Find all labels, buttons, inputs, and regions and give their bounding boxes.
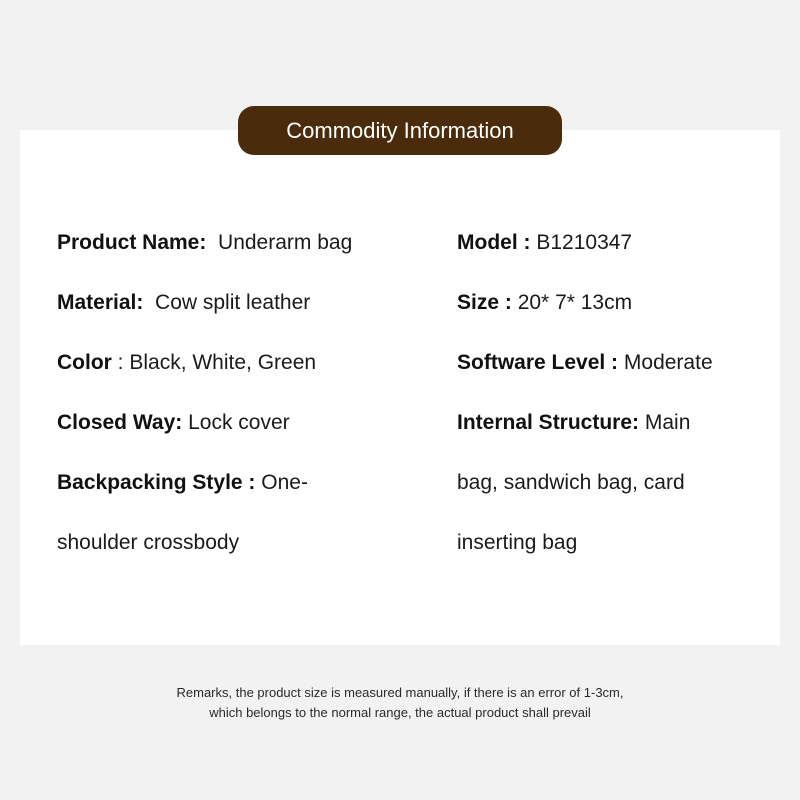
section-title: Commodity Information	[238, 106, 562, 155]
internal-structure-value-line2: bag, sandwich bag, card	[457, 471, 685, 494]
closed-way-row	[57, 408, 290, 438]
material-label: Material:	[57, 291, 144, 314]
model-row	[457, 228, 632, 258]
internal-structure-value-line3: inserting bag	[457, 531, 578, 554]
remarks-line1: Remarks, the product size is measured manually, if there is an error of 1-3cm,	[176, 685, 624, 700]
internal-structure-row	[457, 408, 690, 438]
info-card	[20, 130, 780, 645]
color-value: : Black, White, Green	[117, 351, 317, 374]
internal-structure-value-line1: Main	[644, 411, 691, 434]
closed-way-label: Closed Way:	[57, 411, 183, 434]
product-name-value: Underarm bag	[218, 231, 353, 254]
product-name-row	[57, 228, 352, 258]
size-label: Size :	[457, 291, 512, 314]
backpacking-row-cont	[57, 528, 239, 558]
model-label: Model :	[457, 231, 531, 254]
model-value: B1210347	[536, 231, 633, 254]
backpacking-row	[57, 468, 308, 498]
internal-structure-row-cont2	[457, 528, 577, 558]
product-name-label: Product Name:	[57, 231, 207, 254]
color-row	[57, 348, 316, 378]
closed-way-value: Lock cover	[188, 411, 290, 434]
software-level-row	[457, 348, 713, 378]
backpacking-label: Backpacking Style :	[57, 471, 256, 494]
material-row	[57, 288, 310, 318]
internal-structure-row-cont1	[457, 468, 685, 498]
remarks-note	[0, 683, 800, 723]
backpacking-value-line1: One-	[261, 471, 308, 494]
software-level-value: Moderate	[623, 351, 713, 374]
size-row	[457, 288, 632, 318]
internal-structure-label: Internal Structure:	[457, 411, 640, 434]
software-level-label: Software Level :	[457, 351, 619, 374]
backpacking-value-line2: shoulder crossbody	[57, 531, 240, 554]
remarks-line2: which belongs to the normal range, the actual product shall prevail	[209, 705, 591, 720]
size-value: 20* 7* 13cm	[517, 291, 633, 314]
material-value: Cow split leather	[155, 291, 311, 314]
color-label: Color	[57, 351, 112, 374]
